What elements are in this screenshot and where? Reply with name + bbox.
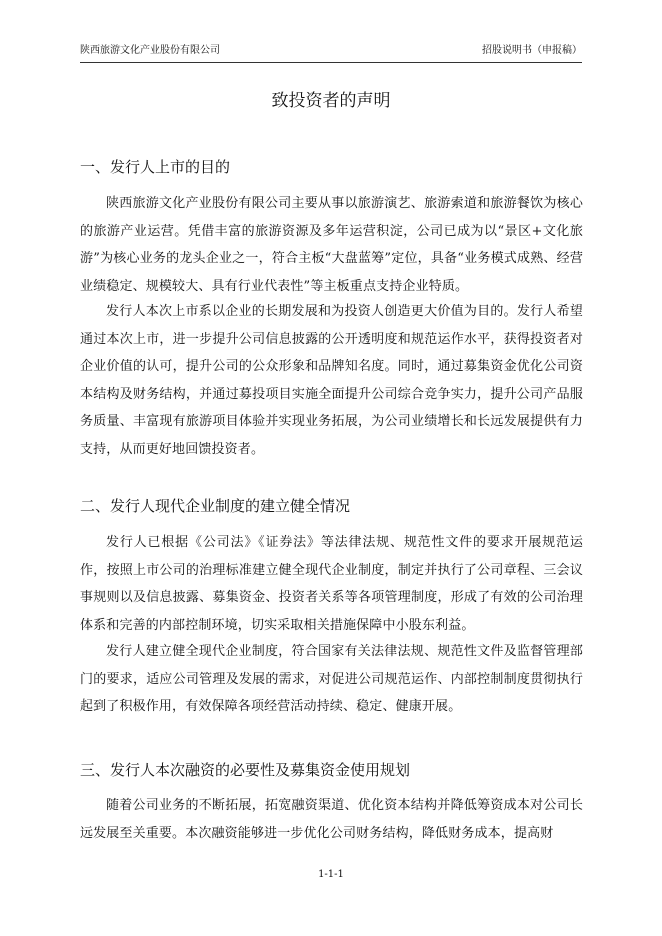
section-heading-listing-purpose: 一、发行人上市的目的 [80, 158, 231, 176]
paragraph: 发行人本次上市系以企业的长期发展和为投资人创造更大价值为目的。发行人希望通过本次上市，进一步提升公司信息披露的公开透明度和规范运作水平，获得投资者对企业价值的认可，提升公司的公众形象和品牌知名度。同时，通过募集资金优化公司资本结构及财务结构，并通过募投项目实施全面提升公司综合竞争实力，提升公司产品服务质量、丰富现有旅游项目体验并实现业务拓展，为公司业绩增长和长远发展提供有力支持，从而更好地回馈投资者。 [80, 304, 583, 457]
section-heading-corporate-system: 二、发行人现代企业制度的建立健全情况 [80, 497, 351, 515]
header-company-name: 陕西旅游文化产业股份有限公司 [80, 45, 220, 56]
page-header [80, 44, 582, 63]
page-number: 1-1-1 [318, 869, 344, 880]
page-title: 致投资者的声明 [271, 91, 391, 111]
section-heading-financing-necessity: 三、发行人本次融资的必要性及募集资金使用规划 [80, 761, 411, 779]
header-document-type: 招股说明书（申报稿） [482, 45, 582, 56]
paragraph: 陕西旅游文化产业股份有限公司主要从事以旅游演艺、旅游索道和旅游餐饮为核心的旅游产业运营。凭借丰富的旅游资源及多年运营积淀，公司已成为以“景区+文化旅游”为核心业务的龙头企业之一，符合主板“大盘蓝筹”定位，具备“业务模式成熟、经营业绩稳定、规模较大、具有行业代表性”等主板重点支持企业特质。 [80, 196, 583, 294]
paragraph: 发行人建立健全现代企业制度，符合国家有关法律法规、规范性文件及监督管理部门的要求，适应公司管理及发展的需求，对促进公司规范运作、内部控制制度贯彻执行起到了积极作用，有效保障各项经营活动持续、稳定、健康开展。 [80, 644, 583, 715]
paragraph: 随着公司业务的不断拓展，拓宽融资渠道、优化资本结构并降低筹资成本对公司长远发展至关重要。本次融资能够进一步优化公司财务结构，降低财务成本，提高财 [80, 798, 583, 841]
paragraph: 发行人已根据《公司法》《证券法》等法律法规、规范性文件的要求开展规范运作，按照上市公司的治理标准建立健全现代企业制度，制定并执行了公司章程、三会议事规则以及信息披露、募集资金、投资者关系等各项管理制度，形成了有效的公司治理体系和完善的内部控制环境，切实采取相关措施保障中小股东利益。 [80, 535, 583, 633]
